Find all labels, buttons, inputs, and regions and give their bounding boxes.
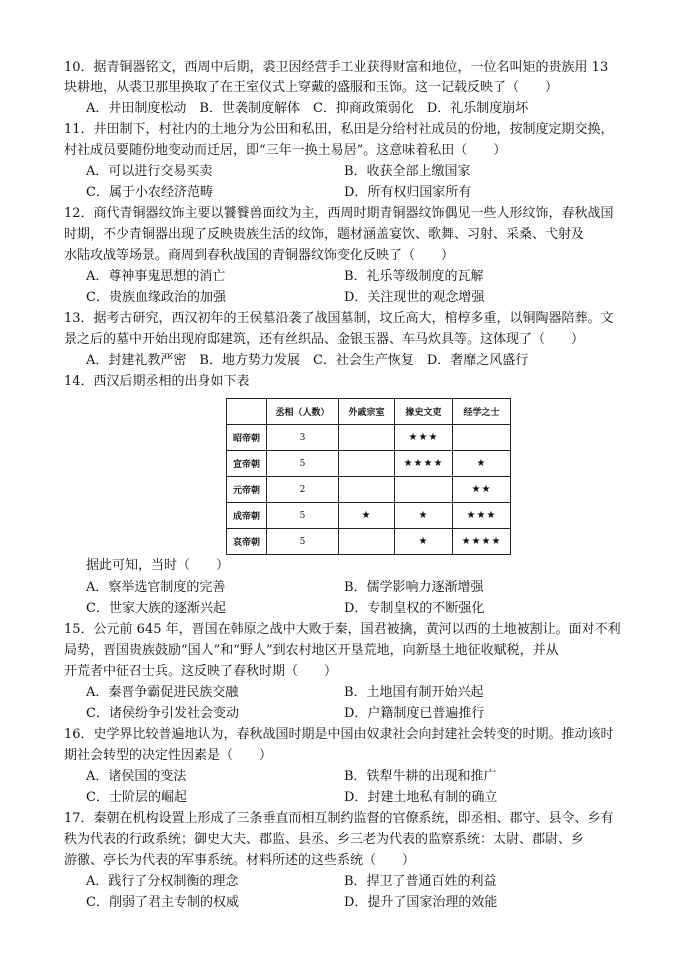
table-row-header: 昭帝朝 — [227, 425, 267, 451]
q10-stem-line-1: 10．据青铜器铭文，西周中后期，裘卫因经营手工业获得财富和地位，一位名叫矩的贵族用 13 — [64, 60, 609, 75]
q17-stem-line-2: 秩为代表的行政系统；御史大夫、郡监、县丞、乡三老为代表的监察系统：太尉、郡尉、乡 — [64, 832, 585, 847]
table-row-header: 哀帝朝 — [227, 529, 267, 555]
table-header-cell — [227, 399, 267, 425]
q16-option-b: B．铁犁牛耕的出现和推广 — [344, 769, 497, 784]
q14-intro: 14．西汉后期丞相的出身如下表 — [64, 374, 250, 389]
table-cell: ★ — [395, 529, 453, 555]
table-header-cell: 外戚宗室 — [339, 399, 395, 425]
q15-stem-line-3: 开荒者中征召士兵。这反映了春秋时期（ ） — [64, 664, 338, 679]
q16-option-c: C．士阶层的崛起 — [86, 790, 187, 805]
q14-option-c: C．世家大族的逐渐兴起 — [86, 601, 226, 616]
table-cell — [453, 425, 511, 451]
table-header-row — [227, 399, 511, 425]
q12-stem-line-3: 水陆攻战等场景。商周到春秋战国的青铜器纹饰变化反映了（ ） — [64, 248, 455, 263]
chancellor-origin-table — [226, 398, 511, 555]
q13-options: A．封建礼教严密 B．地方势力发展 C．社会生产恢复 D．奢靡之风盛行 — [86, 353, 529, 368]
q17-stem-line-1: 17．秦朝在机构设置上形成了三条垂直而相互制约监督的官僚系统，即丞相、郡守、县令、乡有 — [64, 811, 614, 826]
q10-stem-line-2: 块耕地，从裘卫那里换取了在王室仪式上穿戴的盛服和玉饰。这一记载反映了（ ） — [64, 80, 559, 95]
table-cell: 3 — [267, 425, 339, 451]
table-header-cell: 丞相（人数） — [267, 399, 339, 425]
q12-stem-line-1: 12．商代青铜器纹饰主要以饕餮兽面纹为主，西周时期青铜器纹饰偶见一些人形纹饰，春秋战国 — [64, 206, 614, 221]
table-cell: ★★★ — [453, 503, 511, 529]
q13-stem-line-1: 13．据考古研究，西汉初年的王侯墓沿袭了战国墓制，坟丘高大，棺椁多重，以铜陶器陪葬。文 — [64, 311, 614, 326]
table-cell — [339, 425, 395, 451]
table-cell: ★ — [395, 503, 453, 529]
q17-option-a: A．践行了分权制衡的理念 — [86, 874, 239, 889]
q11-option-c: C．属于小农经济范畴 — [86, 185, 213, 200]
table-cell: ★ — [339, 503, 395, 529]
table-header-cell: 经学之士 — [453, 399, 511, 425]
table-cell: ★★ — [453, 477, 511, 503]
q11-stem-line-1: 11．井田制下，村社内的土地分为公田和私田，私田是分给村社成员的份地，按制度定期交换， — [64, 122, 614, 137]
q15-stem-line-2: 局势，晋国贵族鼓励“国人”和“野人”到农村地区开垦荒地，向新垦土地征收赋税，并从 — [64, 643, 559, 658]
q11-stem-line-2: 村社成员要随份地变动而迁居，即“三年一换土易居”。这意味着私田（ ） — [64, 143, 507, 158]
q16-stem-line-1: 16．史学界比较普遍地认为，春秋战国时期是中国由奴隶社会向封建社会转变的时期。推动该时 — [64, 727, 614, 742]
table-cell — [339, 477, 395, 503]
q15-option-c: C．诸侯纷争引发社会变动 — [86, 706, 239, 721]
q17-option-b: B．捍卫了普通百姓的利益 — [344, 874, 497, 889]
table-cell: 5 — [267, 451, 339, 477]
q12-option-c: C．贵族血缘政治的加强 — [86, 290, 226, 305]
table-cell — [395, 477, 453, 503]
table-cell — [339, 529, 395, 555]
table-row — [227, 451, 511, 477]
q14-option-d: D．专制皇权的不断强化 — [344, 601, 485, 616]
table-row — [227, 503, 511, 529]
table-header-cell: 掾史文吏 — [395, 399, 453, 425]
table-row — [227, 529, 511, 555]
q12-option-b: B．礼乐等级制度的瓦解 — [344, 269, 484, 284]
q15-option-d: D．户籍制度已普遍推行 — [344, 706, 485, 721]
table-row-header: 成帝朝 — [227, 503, 267, 529]
table-row — [227, 425, 511, 451]
table-cell: 2 — [267, 477, 339, 503]
table-row — [227, 477, 511, 503]
q11-option-a: A．可以进行交易买卖 — [86, 164, 213, 179]
table-row-header: 元帝朝 — [227, 477, 267, 503]
q17-option-c: C．削弱了君主专制的权威 — [86, 895, 239, 910]
q13-stem-line-2: 景之后的墓中开始出现府邸建筑，还有丝织品、金银玉器、车马炊具等。这体现了（ ） — [64, 332, 585, 347]
table-cell: ★★★★ — [453, 529, 511, 555]
table-cell: ★★★★ — [395, 451, 453, 477]
table-cell: 5 — [267, 529, 339, 555]
q10-options: A．井田制度松动 B．世袭制度解体 C．抑商政策弱化 D．礼乐制度崩坏 — [86, 101, 529, 116]
q16-stem-line-2: 期社会转型的决定性因素是（ ） — [64, 748, 273, 763]
table-cell: 5 — [267, 503, 339, 529]
q11-option-d: D．所有权归国家所有 — [344, 185, 472, 200]
q12-option-a: A．尊神事鬼思想的消亡 — [86, 269, 226, 284]
table-cell: ★★★ — [395, 425, 453, 451]
q17-stem-line-3: 游徼、亭长为代表的军事系统。材料所述的这些系统（ ） — [64, 853, 416, 868]
q14-option-b: B．儒学影响力逐渐增强 — [344, 580, 484, 595]
q16-option-a: A．诸侯国的变法 — [86, 769, 187, 784]
q12-stem-line-2: 时期，不少青铜器出现了反映贵族生活的纹饰，题材涵盖宴饮、歌舞、习射、采桑、弋射及 — [64, 227, 585, 242]
q15-option-b: B．土地国有制开始兴起 — [344, 685, 484, 700]
q14-stem: 据此可知，当时（ ） — [86, 558, 230, 573]
table-cell — [339, 451, 395, 477]
q11-option-b: B．收获全部上缴国家 — [344, 164, 471, 179]
q12-option-d: D．关注现世的观念增强 — [344, 290, 485, 305]
q15-stem-line-1: 15．公元前 645 年，晋国在韩原之战中大败于秦，国君被擒，黄河以西的土地被割让。面对不利 — [64, 622, 621, 637]
q16-option-d: D．封建土地私有制的确立 — [344, 790, 498, 805]
q14-option-a: A．察举选官制度的完善 — [86, 580, 226, 595]
table-cell: ★ — [453, 451, 511, 477]
q17-option-d: D．提升了国家治理的效能 — [344, 895, 498, 910]
table-row-header: 宣帝朝 — [227, 451, 267, 477]
q15-option-a: A．秦晋争霸促进民族交融 — [86, 685, 239, 700]
